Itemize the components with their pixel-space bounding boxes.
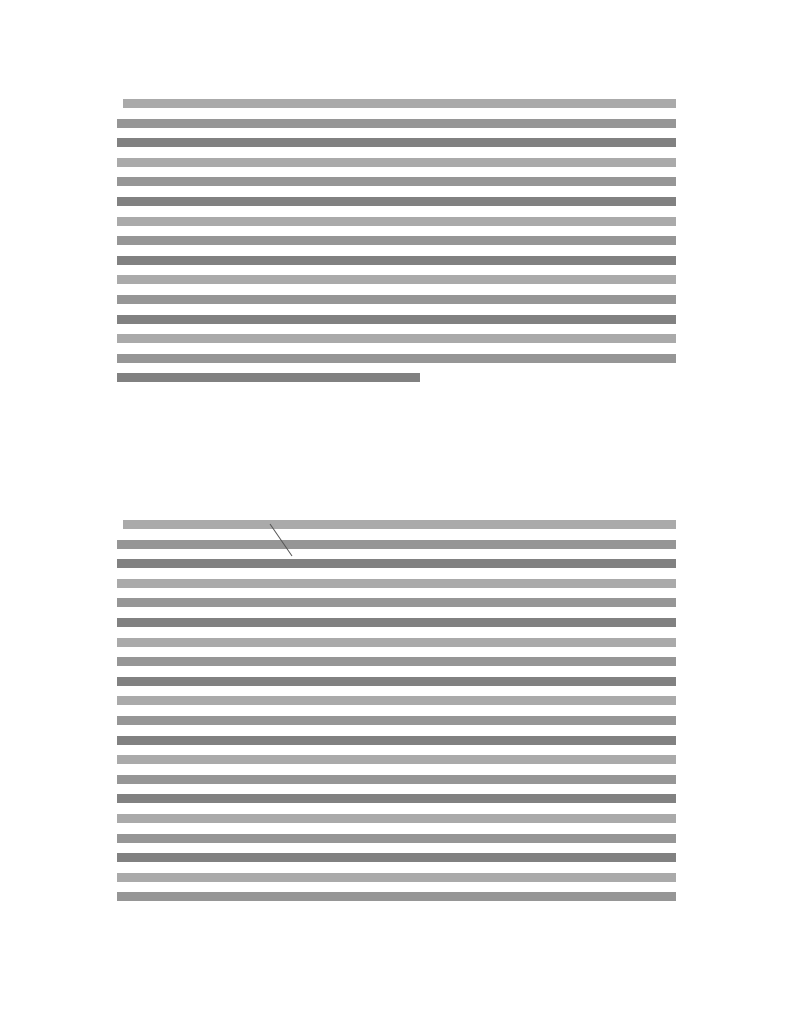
text-line — [117, 315, 676, 324]
text-line — [117, 540, 676, 549]
text-line — [117, 775, 676, 784]
text-line — [117, 217, 676, 226]
paragraph-2 — [117, 520, 676, 901]
text-line — [117, 598, 676, 607]
text-line — [117, 354, 676, 363]
text-line — [117, 618, 676, 627]
text-line — [117, 177, 676, 186]
text-line — [117, 373, 420, 382]
text-line — [117, 119, 676, 128]
text-line — [117, 158, 676, 167]
text-line — [117, 814, 676, 823]
paragraph-1 — [117, 99, 676, 382]
text-line — [117, 794, 676, 803]
text-line — [117, 873, 676, 882]
text-line — [117, 716, 676, 725]
text-line — [117, 853, 676, 862]
text-line — [117, 138, 676, 147]
text-line — [117, 696, 676, 705]
text-line — [117, 579, 676, 588]
text-line — [117, 559, 676, 568]
text-line — [117, 677, 676, 686]
text-line — [117, 755, 676, 764]
text-line — [117, 638, 676, 647]
text-line — [117, 892, 676, 901]
text-line — [117, 256, 676, 265]
text-line — [123, 99, 676, 108]
text-line — [117, 736, 676, 745]
text-line — [117, 295, 676, 304]
text-line — [117, 834, 676, 843]
text-line — [117, 657, 676, 666]
text-line — [117, 275, 676, 284]
text-line — [117, 334, 676, 343]
text-line — [117, 236, 676, 245]
text-line — [117, 197, 676, 206]
text-line — [123, 520, 676, 529]
